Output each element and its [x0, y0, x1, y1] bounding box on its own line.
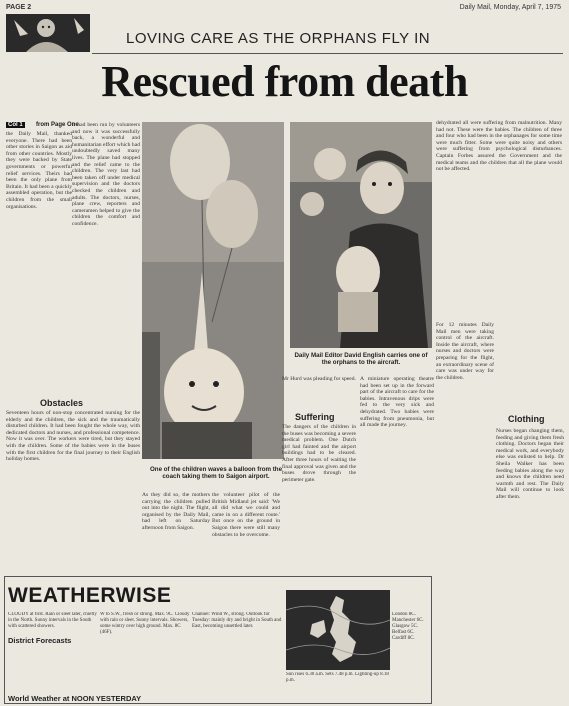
weather-text-1: CLOUDY at first. Rain or sleet later, chiefly in the North. Sunny intervals in the South with scattered showers.: [8, 612, 97, 629]
subhead-clothing: Clothing: [508, 414, 545, 424]
weather-title: WEATHERWISE: [8, 584, 172, 607]
article-column-5: the volunteer pilot of the British Midland jet said: 'We all did what we could and came in on a different route.' But once on the ground in Saigon there were still many obstacles to be overcome.: [212, 492, 280, 538]
balloon-photo-caption: One of the children waves a balloon from the coach taking them to Saigon airport.: [149, 466, 283, 481]
weather-text-2: W to S.W., fresh or strong. Max. 9C. Cloudy with rain or sleet. Sunny intervals. Showers, some wintry over high ground. Max. 8C (46F).: [100, 612, 190, 635]
page-headline: Rescued from death: [101, 57, 468, 106]
weather-text-4: London 8C. Manchester 6C. Glasgow 5C. Belfast 6C. Cardiff 8C.: [392, 612, 424, 641]
weather-text-5: Sun rises 6.30 a.m. Sets 7.48 p.m. Lighting-up 8.18 p.m.: [286, 672, 389, 683]
article-column-9: Nurses began changing them, feeding and giving them fresh clothing. Doctors began their medical work, and everybody else was enlisted to help. Dr Sheila Walker has been feeding babies along the way and knows the children need warmth and rest. The Daily Mail will continue to look after them.: [496, 428, 564, 500]
world-weather-label: World Weather at NOON YESTERDAY: [8, 694, 142, 703]
continuation-text: from Page One: [36, 122, 79, 128]
article-column-1: the Daily Mail, thanked everyone. There had been other stories in Saigon as aid from other countries. Mostly they were backed by State governments or powerful relief services. Theirs had been the only plane from Britain. It had been a quickly assembled operation, but the children from the small organisations.: [6, 131, 72, 210]
article-column-6: The dangers of the children in the buses was becoming a severe medical problem. One Dutch girl had fainted and the airport buildings had to be cleared. After three hours of waiting the final approval was given and the buses drove through the perimeter gate.: [282, 424, 356, 483]
article-column-3: Seventeen hours of non-stop concentrated nursing for the elderly and the children, the sick and the traumatically disturbed children. It had been fought the whole way, with dedicated doctors and nurses, and professional competence. Now it was over. The workers were tired, but they stayed with the children. Some of the babies were in the buses with the first children for the final journey to their English holiday homes.: [6, 410, 140, 463]
article-column-8b: For 12 minutes Daily Mail men were taking control of the aircraft. Inside the aircraft, where nurses and doctors were preparing for the flight, an extraordinary scene of care was under way for the children.: [436, 322, 494, 381]
orphan-banner-photo: [6, 14, 90, 52]
article-column-7: A miniature operating theatre had been set up in the forward part of the aircraft to care for the babies. Intravenous drips were fed to the very sick and dehydrated. Two babies were suffering from pneumonia, but all made the journey.: [360, 376, 434, 429]
article-column-4: As they did so, the mothers carrying the children pulled out into the night. The flight, organised by the Daily Mail, had left on Saturday afternoon from Saigon.: [142, 492, 210, 531]
continuation-label: Col 1: [8, 122, 23, 128]
article-column-2: It had been run by volunteers and now it was successfully back, a wonderful and humanitarian effort which had undoubtedly saved many lives. The plane had stopped and the relief came to the children. The very last had been taken off under medical supervision and the doctors checked the children and adults. The doctors, nurses, plane crew, reporters and cameramen helped to give the children the comfort and confidence.: [72, 122, 140, 227]
subhead-suffering: Suffering: [295, 412, 335, 422]
editor-photo-caption: Daily Mail Editor David English carries one of the orphans to the aircraft.: [294, 352, 428, 367]
article-column-8: dehydrated all were suffering from malnutrition. Many had not. These were the babies. The children of three and four who had been in the orphanages for some time were much fitter. Some were quite noisy and others were suffering from psychological disturbances. Captain Forbes assured the Government and the medical teams and the children that all the plane would not be affected.: [436, 120, 562, 173]
district-forecasts-label: District Forecasts: [8, 636, 72, 645]
balloon-child-photo: [142, 122, 284, 459]
kicker-divider: [92, 53, 563, 54]
article-column-6-top: Mr Hurd was pleading for speed.: [282, 376, 356, 382]
story-kicker: LOVING CARE AS THE ORPHANS FLY IN: [126, 30, 431, 47]
paper-dateline: Daily Mail, Monday, April 7, 1975: [459, 4, 561, 11]
weather-text-3: Channel: Wind W., strong. Outlook for Tuesday: mainly dry and bright in South and East, becoming unsettled later.: [192, 612, 282, 629]
editor-orphan-photo: [290, 122, 432, 348]
page-number: PAGE 2: [6, 4, 32, 11]
subhead-obstacles: Obstacles: [40, 398, 84, 408]
weather-map: [286, 590, 390, 670]
